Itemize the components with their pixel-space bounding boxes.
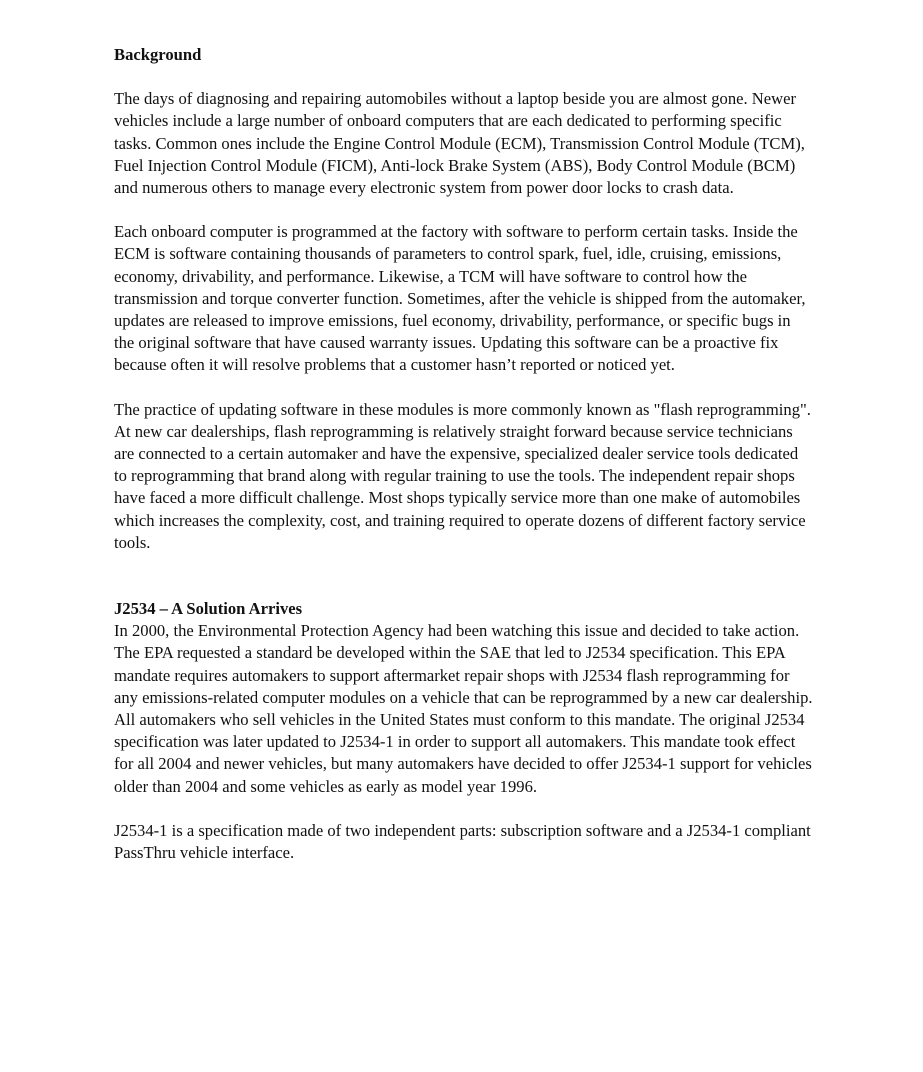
section-heading-j2534: J2534 – A Solution Arrives	[114, 599, 303, 619]
section-heading-background: Background	[114, 45, 202, 64]
document-page	[114, 44, 814, 864]
spacer	[114, 377, 814, 399]
paragraph-factory-software: Each onboard computer is programmed at the factory with software to perform certain tasks. Inside the ECM is software containing thousands of parameters to control spark, fuel, idle, cruising, emissions, economy, drivability, and performance. Likewise, a TCM will have software to control how the transmission and torque converter function. Sometimes, after the vehicle is shipped from the automaker, updates are released to improve emissions, fuel economy, drivability, performance, or specific bugs in the original software that have caused warranty issues. Updating this software can be a proactive fix because often it will resolve problems that a customer hasn’t reported or noticed yet.	[114, 222, 806, 375]
paragraph-flash-reprogramming: The practice of updating software in these modules is more commonly known as "flash reprogramming". At new car dealerships, flash reprogramming is relatively straight forward because service technicians are connected to a certain automaker and have the expensive, specialized dealer service tools dedicated to reprogramming that brand along with regular training to use the tools. The independent repair shops have faced a more difficult challenge. Most shops typically service more than one make of automobiles which increases the complexity, cost, and training required to operate dozens of different factory service tools.	[114, 399, 811, 552]
paragraph-onboard-computers: The days of diagnosing and repairing automobiles without a laptop beside you are almost gone. Newer vehicles include a large number of onboard computers that are each dedicated to performing specific tasks. Common ones include the Engine Control Module (ECM), Transmission Control Module (TCM), Fuel Injection Control Module (FICM), Anti-lock Brake System (ABS), Body Control Module (BCM) and numerous others to manage every electronic system from power door locks to crash data.	[114, 89, 805, 198]
spacer	[114, 798, 814, 820]
paragraph-j2534-parts: J2534-1 is a specification made of two independent parts: subscription software and a J2534-1 compliant PassThru vehicle interface.	[114, 820, 811, 863]
paragraph-epa-mandate: In 2000, the Environmental Protection Agency had been watching this issue and decided to take action. The EPA requested a standard be developed within the SAE that led to J2534 specification. This EPA mandate requires automakers to support aftermarket repair shops with J2534 flash reprogramming for any emissions-related computer modules on a vehicle that can be reprogrammed by a new car dealership. All automakers who sell vehicles in the United States must conform to this mandate. The original J2534 specification was later updated to J2534-1 in order to support all automakers. This mandate took effect for all 2004 and newer vehicles, but many automakers have decided to offer J2534-1 support for vehicles older than 2004 and some vehicles as early as model year 1996.	[114, 621, 813, 796]
spacer	[114, 554, 814, 598]
spacer	[114, 66, 814, 88]
spacer	[114, 199, 814, 221]
